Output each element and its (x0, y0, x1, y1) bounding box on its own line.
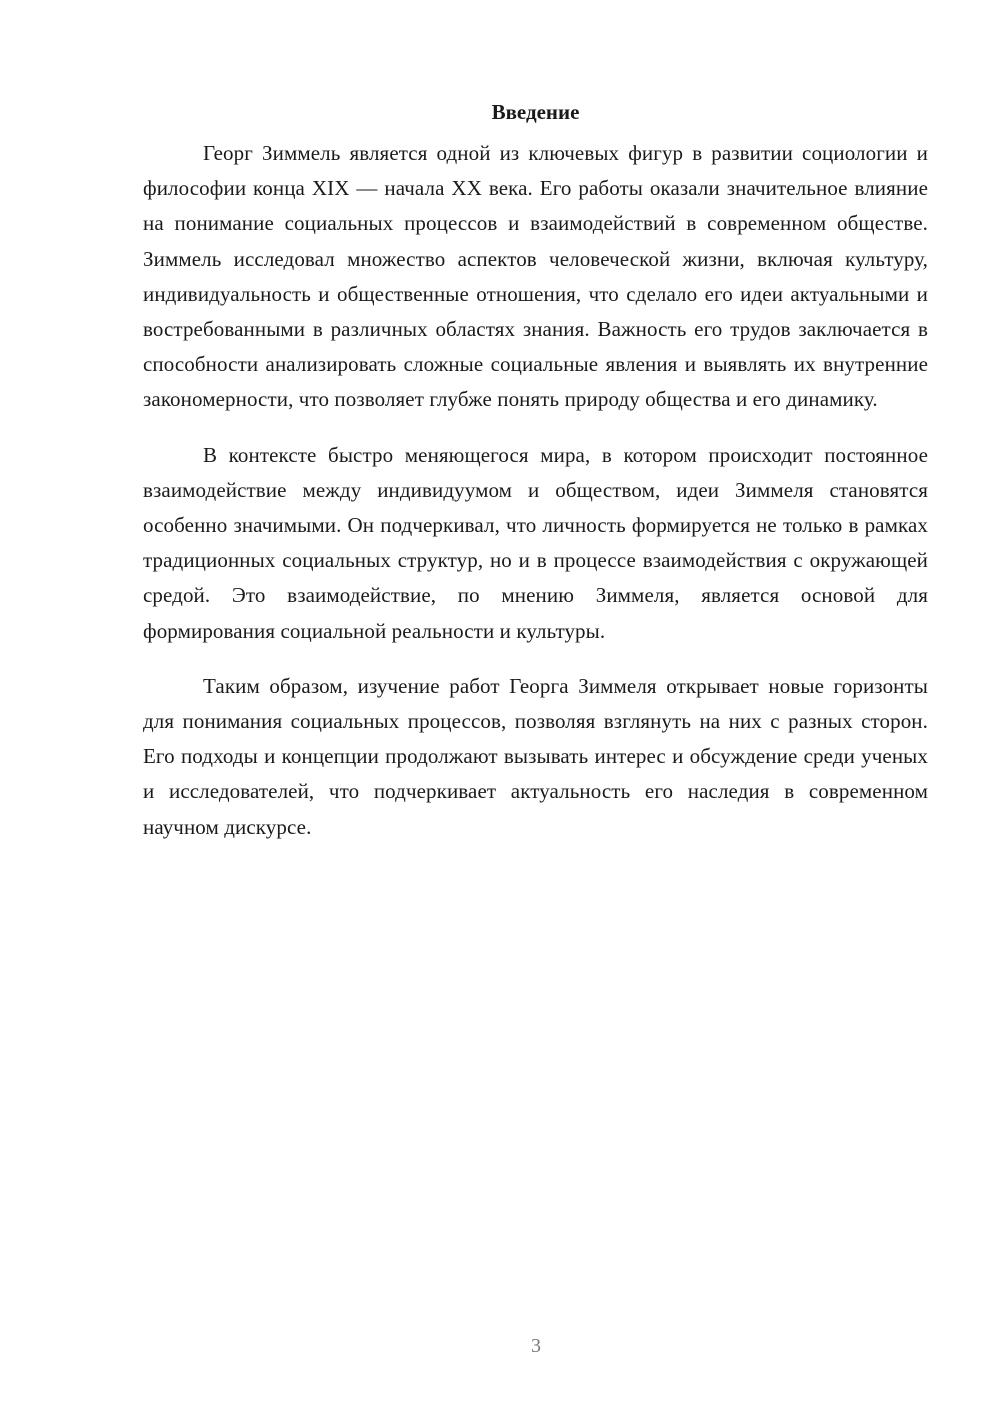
page-number: 3 (531, 1335, 541, 1357)
paragraph-3: Таким образом, изучение работ Георга Зиммеля открывает новые горизонты для понимания социальных процессов, позволяя взглянуть на них с разных сторон. Его подходы и концепции продолжают вызывать интерес и обсуждение среди ученых и исследователей, что подчеркивает актуальность его наследия в современном научном дискурсе. (143, 673, 928, 839)
section-heading: Введение (491, 100, 580, 124)
paragraph-2: В контексте быстро меняющегося мира, в котором происходит постоянное взаимодействие между индивидуумом и обществом, идеи Зиммеля становятся особенно значимыми. Он подчеркивал, что личность формируется не только в рамках традиционных социальных структур, но и в процессе взаимодействия с окружающей средой. Это взаимодействие, по мнению Зиммеля, является основой для формирования социальной реальности и культуры. (143, 442, 928, 643)
page-content (143, 98, 928, 845)
paragraph-1: Георг Зиммель является одной из ключевых фигур в развитии социологии и философии конца XIX — начала XX века. Его работы оказали значительное влияние на понимание социальных процессов и взаимодействий в современном обществе. Зиммель исследовал множество аспектов человеческой жизни, включая культуру, индивидуальность и общественные отношения, что сделало его идеи актуальными и востребованными в различных областях знания. Важность его трудов заключается в способности анализировать сложные социальные явления и выявлять их внутренние закономерности, что позволяет глубже понять природу общества и его динамику. (143, 141, 928, 412)
